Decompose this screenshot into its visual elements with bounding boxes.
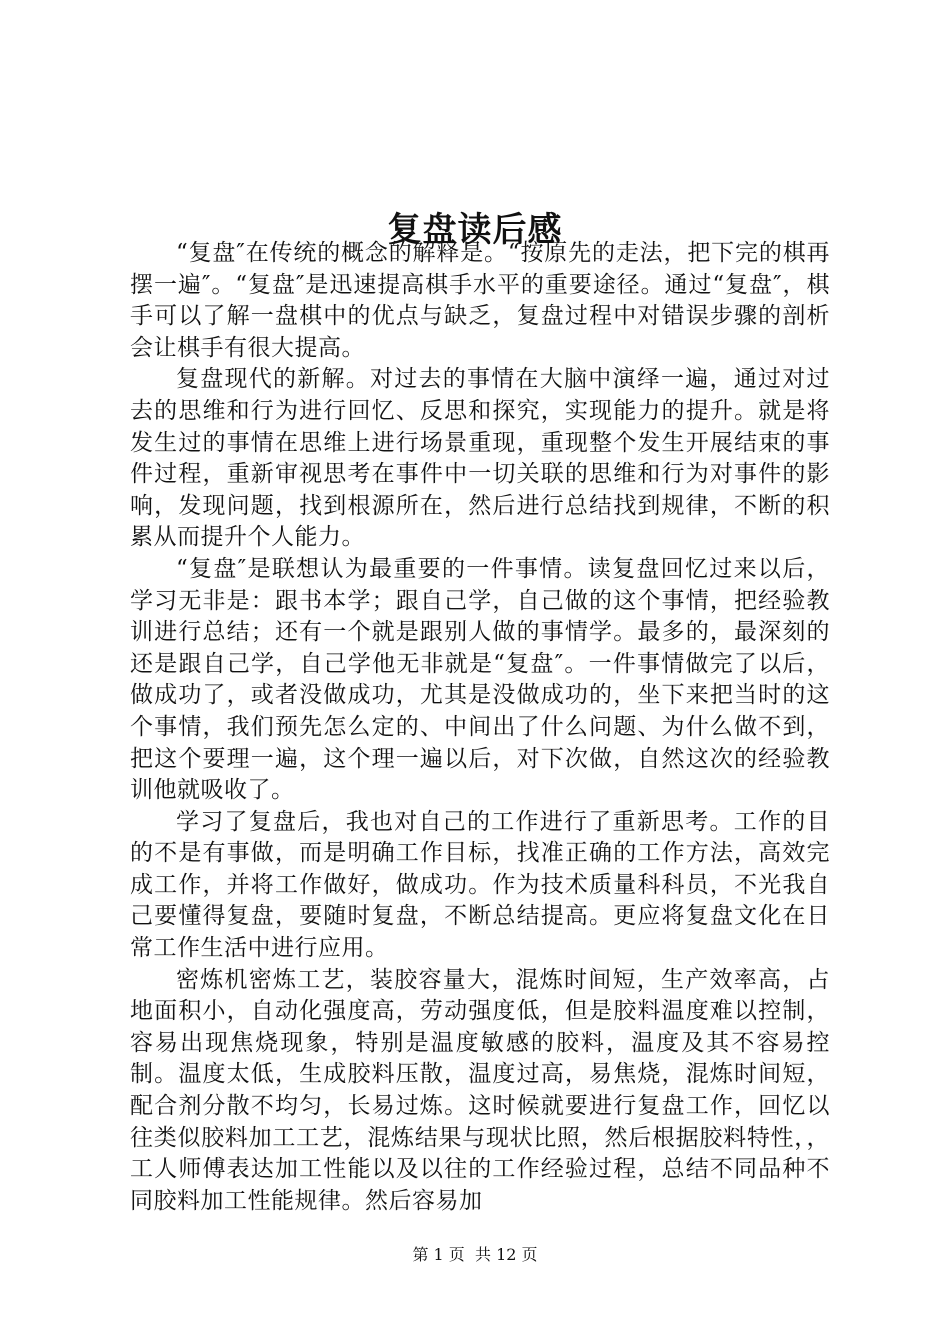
page-number: 第 1 页: [412, 1245, 465, 1264]
paragraph-1: “复盘″在传统的概念的解释是。“按原先的走法，把下完的棋再摆一遍″。“复盘″是迅速提高棋手水平的重要途径。通过“复盘″，棋手可以了解一盘棋中的优点与缺乏，复盘过程中对错误步骤的剖析会让棋手有很大提高。: [130, 240, 830, 361]
page-footer: [0, 1244, 950, 1266]
paragraph-2: 复盘现代的新解。对过去的事情在大脑中演绎一遍，通过对过去的思维和行为进行回忆、反思和探究，实现能力的提升。就是将发生过的事情在思维上进行场景重现，重现整个发生开展结束的事件过程，重新审视思考在事件中一切关联的思维和行为对事件的影响，发现问题，找到根源所在，然后进行总结找到规律，不断的积累从而提升个人能力。: [130, 366, 830, 551]
page-total: 共 12 页: [474, 1245, 538, 1264]
document-body: [130, 238, 830, 1217]
paragraph-5: 密炼机密炼工艺，装胶容量大，混炼时间短，生产效率高，占地面积小，自动化强度高，劳动强度低，但是胶料温度难以控制，容易出现焦烧现象，特别是温度敏感的胶料，温度及其不容易控制。温度太低，生成胶料压散，温度过高，易焦烧，混炼时间短，配合剂分散不均匀，长易过炼。这时候就要进行复盘工作，回忆以往类似胶料加工工艺，混炼结果与现状比照，然后根据胶料特性，，工人师傅表达加工性能以及以往的工作经验过程，总结不同品种不同胶料加工性能规律。然后容易加: [130, 966, 830, 1214]
paragraph-3: “复盘″是联想认为最重要的一件事情。读复盘回忆过来以后，学习无非是：跟书本学；跟自己学，自己做的这个事情，把经验教训进行总结；还有一个就是跟别人做的事情学。最多的，最深刻的还是跟自己学，自己学他无非就是“复盘″。一件事情做完了以后，做成功了，或者没做成功，尤其是没做成功的，坐下来把当时的这个事情，我们预先怎么定的、中间出了什么问题、为什么做不到，把这个要理一遍，这个理一遍以后，对下次做，自然这次的经验教训他就吸收了。: [130, 555, 830, 804]
document-title: 复盘读后感: [387, 209, 563, 250]
paragraph-4: 学习了复盘后，我也对自己的工作进行了重新思考。工作的目的不是有事做，而是明确工作目标，找准正确的工作方法，高效完成工作，并将工作做好，做成功。作为技术质量科科员，不光我自己要懂得复盘，要随时复盘，不断总结提高。更应将复盘文化在日常工作生活中进行应用。: [130, 808, 830, 962]
